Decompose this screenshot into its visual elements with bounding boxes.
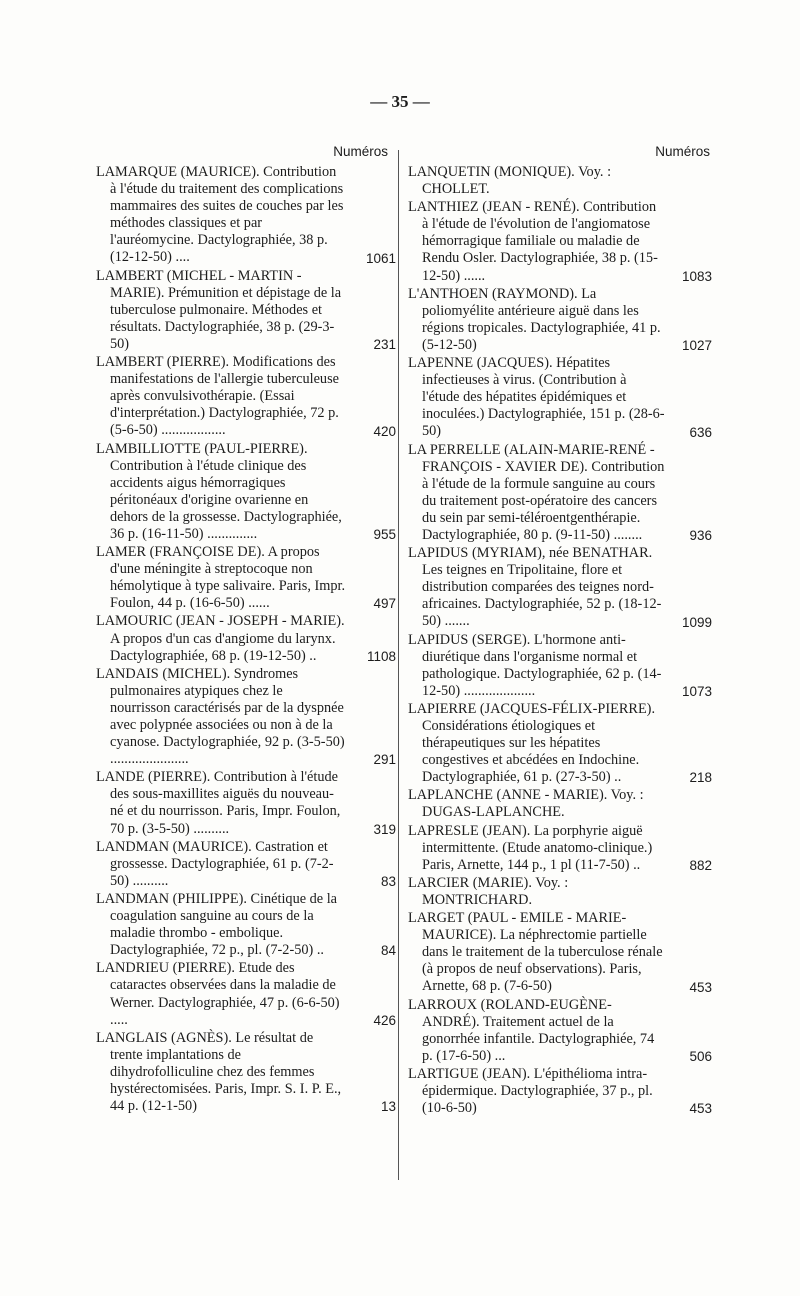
entry-number: 291 bbox=[373, 752, 396, 768]
thesis-entry bbox=[96, 613, 396, 664]
thesis-entry bbox=[96, 960, 396, 1028]
entry-text: LAPIDUS (SERGE). L'hormone anti-diurétique dans l'organisme normal et pathologique. Dactylographiée, 62 p. (14-12-50) .................... bbox=[408, 631, 662, 699]
thesis-entry bbox=[408, 787, 712, 821]
entry-number: 453 bbox=[689, 1101, 712, 1117]
entry-number: 1027 bbox=[681, 338, 712, 354]
page-number: — 35 — bbox=[370, 92, 430, 111]
entry-text: LANTHIEZ (JEAN - RENÉ). Contribution à l'étude de l'évolution de l'angiomatose hémorragique familiale ou maladie de Rendu Osler. Dactylographiée, 38 p. (15-12-50) ...... bbox=[408, 199, 658, 284]
entry-number: 636 bbox=[689, 424, 712, 440]
thesis-entry bbox=[96, 354, 396, 439]
right-column bbox=[408, 142, 712, 1118]
column-divider bbox=[398, 150, 399, 1180]
entry-text: LAMBERT (MICHEL - MARTIN - MARIE). Prémunition et dépistage de la tuberculose pulmonaire. Méthodes et résultats. Dactylographiée, 38 p. (29-3-50) bbox=[96, 267, 342, 352]
thesis-entry bbox=[96, 164, 396, 267]
thesis-entry bbox=[96, 769, 396, 837]
thesis-entry bbox=[96, 268, 396, 353]
thesis-entry bbox=[96, 839, 396, 890]
entry-number: 231 bbox=[373, 337, 396, 353]
thesis-entry bbox=[408, 442, 712, 545]
entry-text: LAMBILLIOTTE (PAUL-PIERRE). Contribution à l'étude clinique des accidents aigus hémorragiques péritonéaux d'origine ovarienne en dehors de la grossesse. Dactylographiée, 36 p. (16-11-50) .............. bbox=[96, 440, 342, 542]
thesis-entry bbox=[408, 875, 712, 909]
entry-number: 1108 bbox=[366, 648, 396, 664]
entry-text: LAPIDUS (MYRIAM), née BENATHAR. Les teignes en Tripolitaine, flore et distribution comparées des teignes nord-africaines. Dactylographiée, 52 p. (18-12-50) ....... bbox=[408, 545, 662, 630]
entry-number: 882 bbox=[689, 857, 712, 873]
entry-number: 83 bbox=[380, 873, 396, 889]
thesis-entry bbox=[408, 545, 712, 630]
entry-number: 1061 bbox=[365, 250, 396, 266]
entry-text: L'ANTHOEN (RAYMOND). La poliomyélite antérieure aiguë dans les régions tropicales. Dactylographiée, 41 p. (5-12-50) bbox=[408, 285, 661, 353]
entry-text: LAPRESLE (JEAN). La porphyrie aiguë intermittente. (Etude anatomo-clinique.) Paris, Arnette, 144 p., 1 pl (11-7-50) .. bbox=[408, 822, 653, 873]
entry-number: 426 bbox=[373, 1012, 396, 1028]
thesis-entry bbox=[408, 199, 712, 284]
thesis-entry bbox=[408, 997, 712, 1065]
entry-text: LARROUX (ROLAND-EUGÈNE-ANDRÉ). Traitement actuel de la gonorrhée infantile. Dactylographiée, 74 p. (17-6-50) ... bbox=[408, 996, 655, 1064]
thesis-entry bbox=[96, 1030, 396, 1115]
entry-text: LAMER (FRANÇOISE DE). A propos d'une méningite à streptocoque non hémolytique à type salivaire. Paris, Impr. Foulon, 44 p. (16-6-50) ...... bbox=[96, 544, 346, 612]
entry-text: LANQUETIN (MONIQUE). Voy. : CHOLLET. bbox=[408, 164, 612, 198]
thesis-entry bbox=[96, 891, 396, 959]
entry-number: 936 bbox=[689, 528, 712, 544]
thesis-entry bbox=[408, 355, 712, 440]
thesis-entry bbox=[96, 441, 396, 544]
thesis-entry bbox=[408, 632, 712, 700]
left-column bbox=[96, 142, 396, 1116]
entry-number: 13 bbox=[380, 1099, 396, 1115]
entry-number: 506 bbox=[689, 1048, 712, 1064]
entry-text: LAPLANCHE (ANNE - MARIE). Voy. : DUGAS-LAPLANCHE. bbox=[408, 787, 644, 821]
entry-number: 497 bbox=[373, 596, 396, 612]
entry-number: 1099 bbox=[681, 614, 712, 630]
thesis-entry bbox=[408, 164, 712, 198]
entry-text: LANDE (PIERRE). Contribution à l'étude des sous-maxillites aiguës du nouveau-né et du nourrisson. Paris, Impr. Foulon, 70 p. (3-5-50) .......... bbox=[96, 769, 341, 837]
thesis-entry bbox=[408, 1066, 712, 1117]
entry-number: 319 bbox=[373, 821, 396, 837]
entry-text: LARGET (PAUL - EMILE - MARIE-MAURICE). La néphrectomie partielle dans le traitement de la tuberculose rénale (à propos de neuf observations). Paris, Arnette, 68 p. (7-6-50) bbox=[408, 910, 663, 995]
thesis-entry bbox=[408, 286, 712, 354]
entry-text: LAMARQUE (MAURICE). Contribution à l'étude du traitement des complications mammaires des suites de couches par les méthodes classiques et par l'auréomycine. Dactylographiée, 38 p. (12-12-50) .... bbox=[96, 164, 344, 266]
entry-text: LANDMAN (PHILIPPE). Cinétique de la coagulation sanguine au cours de la maladie thrombo - embolique. Dactylographiée, 72 p., pl. (7-2-50) .. bbox=[96, 890, 338, 959]
entry-number: 1073 bbox=[681, 683, 712, 699]
entry-text: LAPIERRE (JACQUES-FÉLIX-PIERRE). Considérations étiologiques et thérapeutiques sur les hépatites congestives et abcédées en Indochine. Dactylographiée, 61 p. (27-3-50) .. bbox=[408, 700, 656, 786]
entry-number: 420 bbox=[373, 423, 396, 439]
entry-number: 453 bbox=[689, 979, 712, 995]
entry-number: 218 bbox=[689, 770, 712, 786]
entry-number: 1083 bbox=[681, 268, 712, 284]
thesis-entry bbox=[408, 701, 712, 786]
entry-number: 84 bbox=[380, 943, 396, 959]
entry-text: LA PERRELLE (ALAIN-MARIE-RENÉ - FRANÇOIS - XAVIER DE). Contribution à l'étude de la formule sanguine au cours du traitement post-opératoire des cancers du sein par semi-téléroentgenthérapie. Dactylographiée, 80 p. (9-11-50) ........ bbox=[408, 441, 665, 543]
thesis-entry bbox=[408, 823, 712, 874]
entry-text: LARTIGUE (JEAN). L'épithélioma intra-épidermique. Dactylographiée, 37 p., pl. (10-6-50) bbox=[408, 1065, 653, 1117]
entry-text: LAMOURIC (JEAN - JOSEPH - MARIE). A propos d'un cas d'angiome du larynx. Dactylographiée, 68 p. (19-12-50) .. bbox=[96, 613, 345, 664]
entry-text: LANDMAN (MAURICE). Castration et grossesse. Dactylographiée, 61 p. (7-2-50) .......... bbox=[96, 838, 334, 889]
entry-number: 955 bbox=[373, 527, 396, 543]
entry-text: LAMBERT (PIERRE). Modifications des manifestations de l'allergie tuberculeuse après convulsivothérapie. (Essai d'interprétation.) Dactylographiée, 72 p. (5-6-50) .................. bbox=[96, 354, 339, 439]
thesis-entry bbox=[408, 910, 712, 995]
thesis-entry bbox=[96, 666, 396, 769]
entry-text: LAPENNE (JACQUES). Hépatites infectieuses à virus. (Contribution à l'étude des hépatites épidémiques et inoculées.) Dactylographiée, 151 p. (28-6-50) bbox=[408, 355, 665, 440]
entry-text: LANDRIEU (PIERRE). Etude des cataractes observées dans la maladie de Werner. Dactylographiée, 47 p. (6-6-50) ..... bbox=[96, 960, 340, 1028]
column-header-numeros: Numéros bbox=[333, 144, 388, 159]
column-header-numeros: Numéros bbox=[655, 144, 710, 159]
entry-text: LANDAIS (MICHEL). Syndromes pulmonaires atypiques chez le nourrisson caractérisés par de la dyspnée avec polypnée associées ou non à de la cyanose. Dactylographiée, 92 p. (3-5-50) ...................... bbox=[96, 665, 345, 768]
thesis-entry bbox=[96, 544, 396, 612]
entry-text: LANGLAIS (AGNÈS). Le résultat de trente implantations de dihydrofolliculine chez des femmes hystérectomisées. Paris, Impr. S. I. P. E., 44 p. (12-1-50) bbox=[96, 1029, 342, 1115]
entry-text: LARCIER (MARIE). Voy. : MONTRICHARD. bbox=[408, 874, 569, 908]
